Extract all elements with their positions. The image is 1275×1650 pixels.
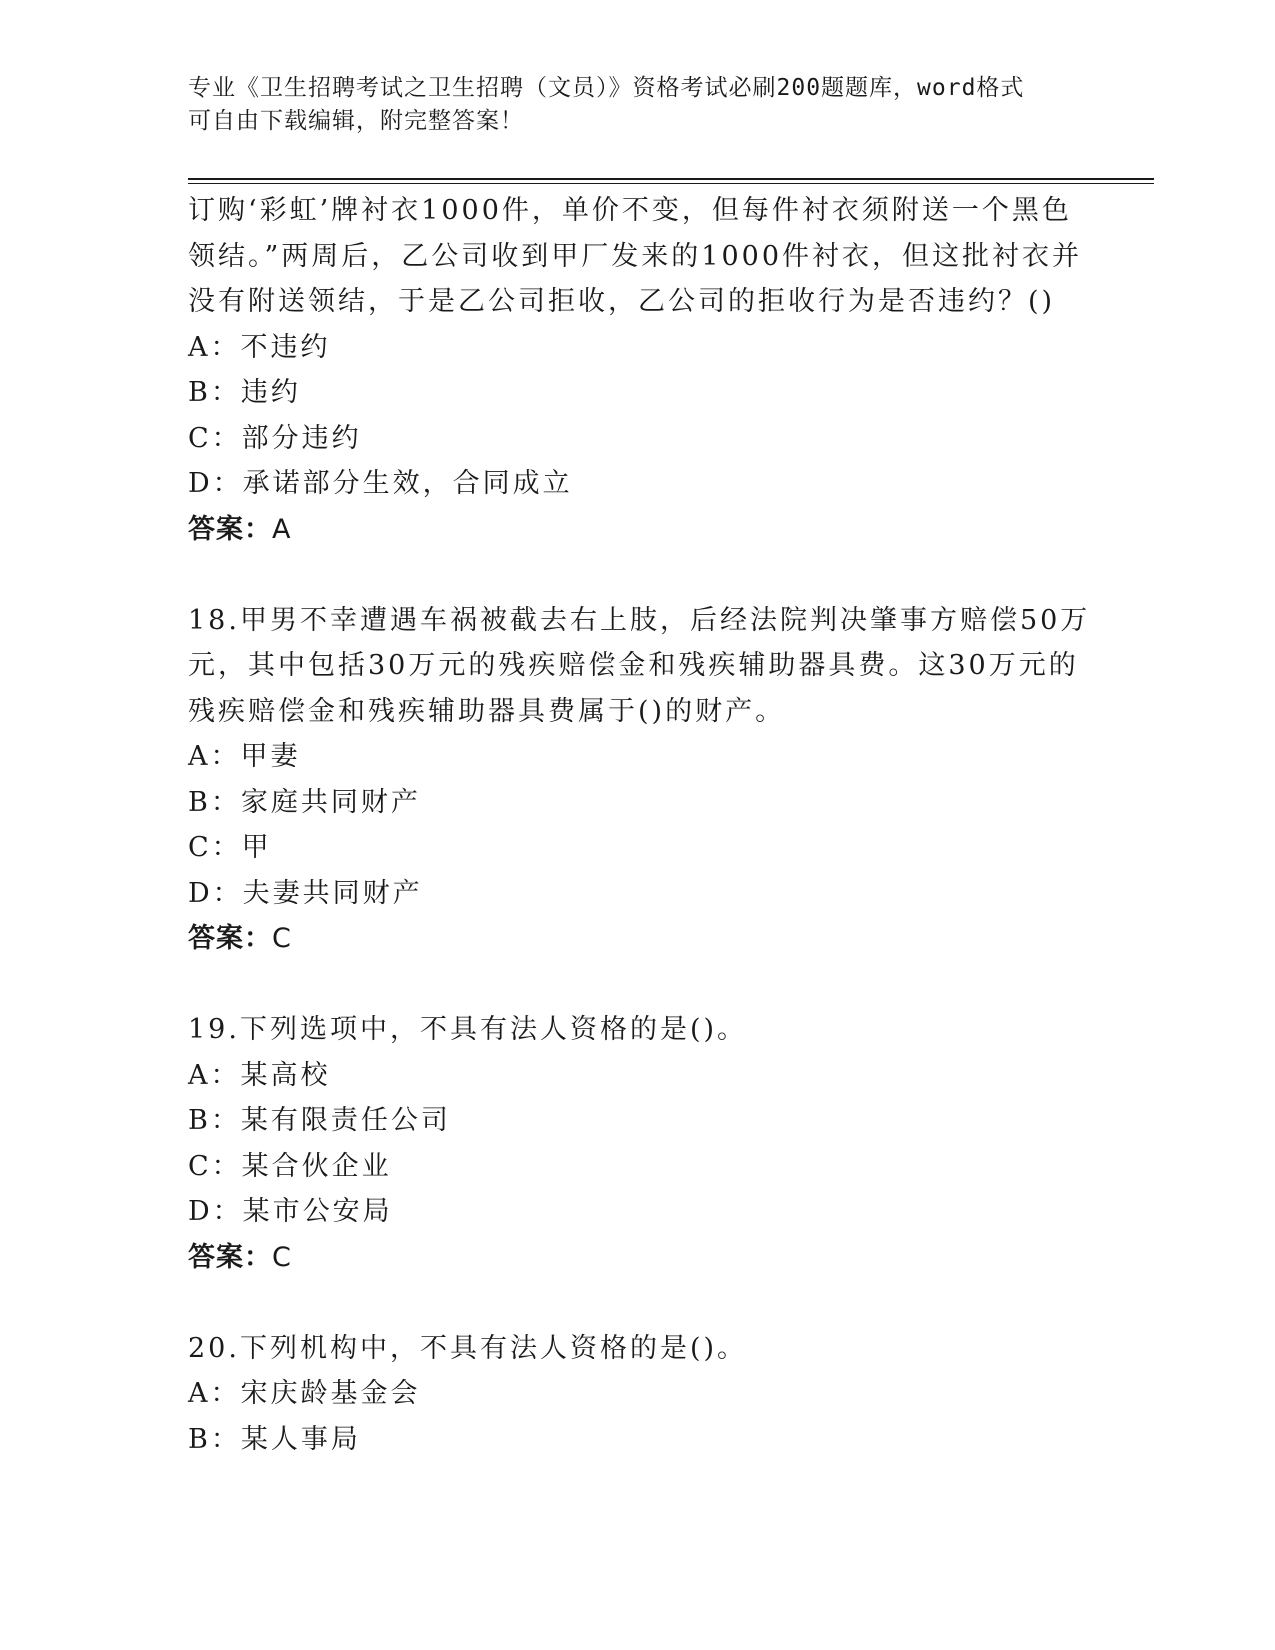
answer-value: C (272, 1241, 292, 1273)
option-c: C：某合伙企业 (188, 1150, 392, 1182)
answer-line (188, 1235, 1088, 1281)
option-d: D：夫妻共同财产 (188, 877, 423, 909)
question-stem-line: 19.下列选项中，不具有法人资格的是()。 (188, 1014, 748, 1045)
option-b: B：某人事局 (188, 1423, 361, 1455)
option-c: C：甲 (188, 832, 272, 863)
header-title-line-2: 可自由下载编辑，附完整答案！ (188, 108, 524, 134)
option-b: B：家庭共同财产 (188, 786, 421, 818)
question-list (188, 188, 1091, 1462)
option-c: C：部分违约 (188, 422, 362, 454)
question-stem-line: 领结。”两周后，乙公司收到甲厂发来的1000件衬衣，但这批衬衣并 (188, 240, 1083, 272)
spacer (188, 552, 1088, 598)
option-d: D：承诺部分生效，合同成立 (188, 468, 573, 499)
header-divider-thin (188, 183, 1154, 184)
spacer (188, 1280, 1088, 1326)
option-b: B：违约 (188, 377, 301, 408)
answer-value: C (272, 923, 292, 954)
answer-label: 答案： (188, 923, 272, 954)
header-title-line-1: 专业《卫生招聘考试之卫生招聘（文员）》资格考试必刷200题题库，word格式 (188, 75, 1025, 101)
option-d: D：某市公安局 (188, 1196, 393, 1227)
option-a: A：宋庆龄基金会 (188, 1378, 421, 1409)
question-stem-line: 18.甲男不幸遭遇车祸被截去右上肢，后经法院判决肇事方赔偿50万 (188, 604, 1091, 636)
answer-line (188, 916, 1088, 962)
question-19 (188, 1007, 1088, 1280)
question-stem-line: 20.下列机构中，不具有法人资格的是()。 (188, 1332, 748, 1364)
option-a: A：不违约 (188, 331, 331, 363)
option-a: A：某高校 (188, 1059, 331, 1091)
question-stem-line: 残疾赔偿金和残疾辅助器具费属于()的财产。 (188, 695, 786, 727)
question-18 (188, 598, 1091, 962)
question-stem-line: 元，其中包括30万元的残疾赔偿金和残疾辅助器具费。这30万元的 (188, 650, 1079, 681)
answer-line (188, 507, 1088, 553)
answer-value: A (272, 513, 292, 545)
answer-label: 答案： (188, 1241, 272, 1273)
option-b: B：某有限责任公司 (188, 1105, 451, 1136)
question-17 (188, 188, 1088, 552)
question-stem-line: 没有附送领结，于是乙公司拒收，乙公司的拒收行为是否违约？() (188, 286, 1056, 317)
spacer (188, 962, 1088, 1008)
answer-label: 答案： (188, 513, 272, 545)
question-stem-line: 订购‘彩虹’牌衬衣1000件，单价不变，但每件衬衣须附送一个黑色 (188, 195, 1072, 226)
document-header (188, 72, 1088, 138)
header-divider-thick (188, 178, 1154, 180)
option-a: A：甲妻 (188, 741, 301, 772)
question-20 (188, 1326, 1088, 1463)
